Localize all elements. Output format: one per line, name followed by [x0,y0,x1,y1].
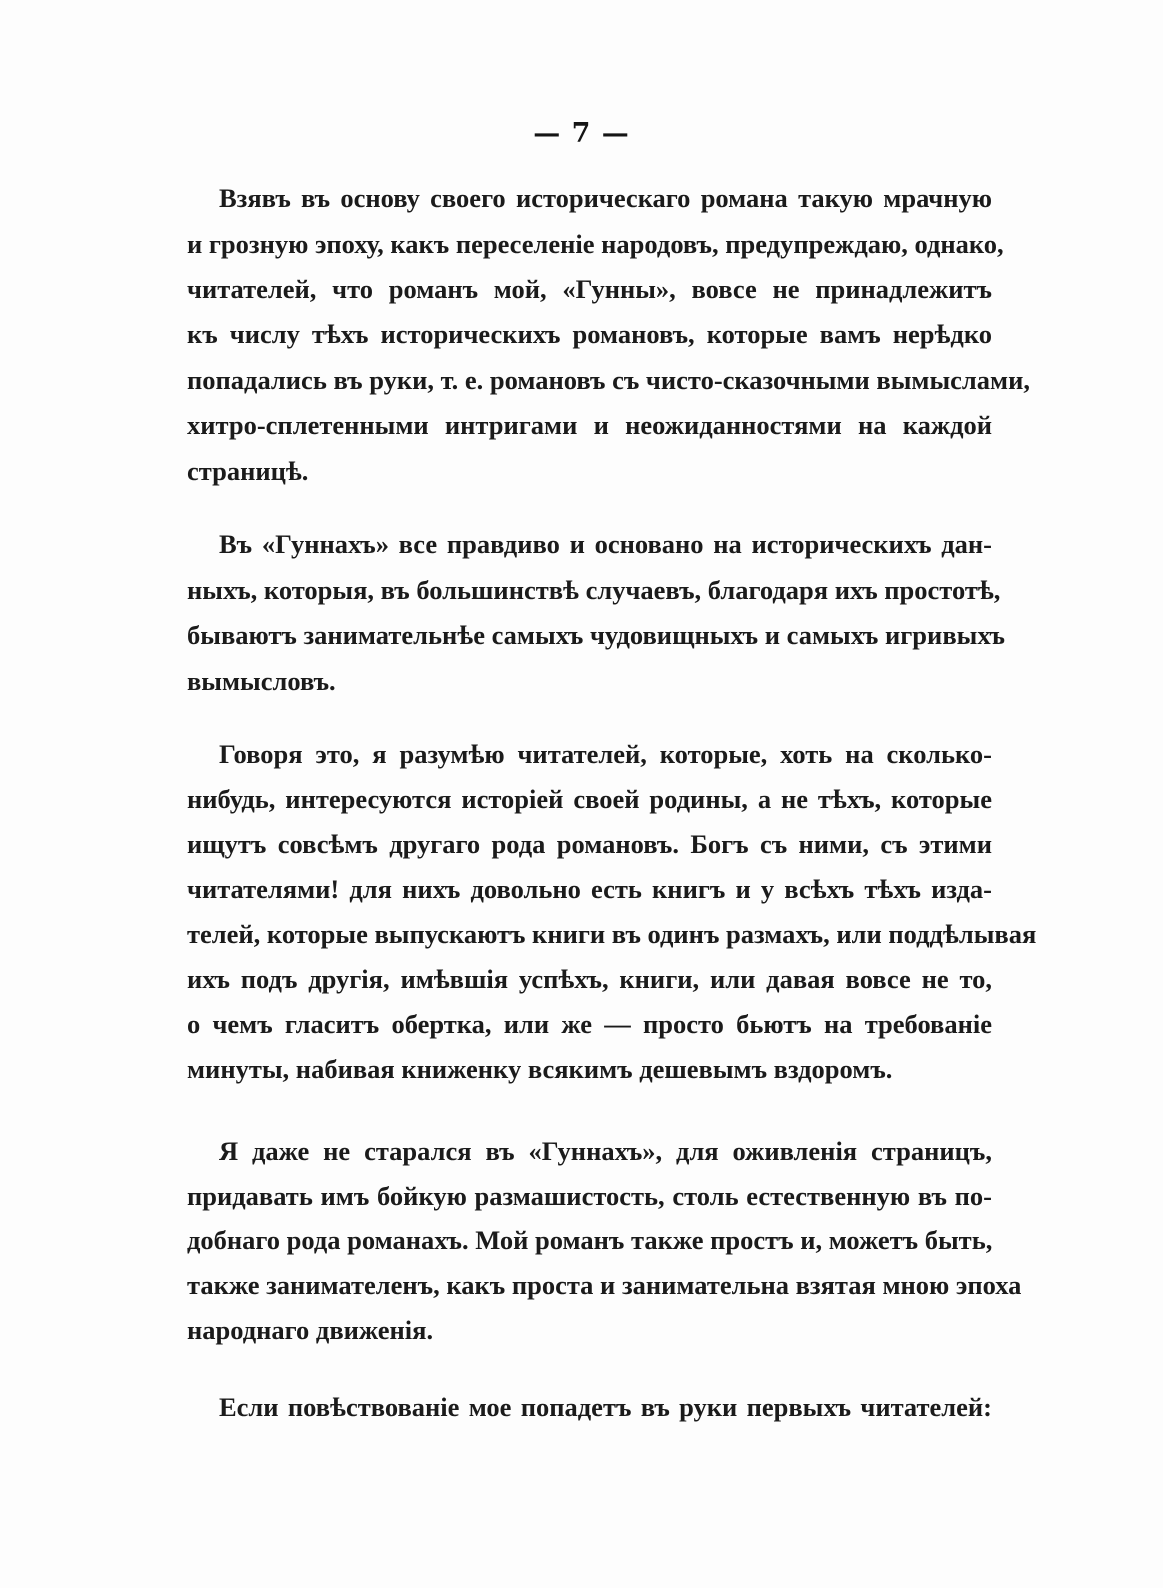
text-line: нибудь, интересуются исторіей своей родины, а не тѣхъ, которые [187,784,992,814]
text-line: о чемъ гласитъ обертка, или же — просто бьютъ на требованіе [187,1009,992,1039]
text-line: Въ «Гуннахъ» все правдиво и основано на историческихъ дан- [219,529,992,559]
text-line: бываютъ занимательнѣе самыхъ чудовищныхъ и самыхъ игривыхъ [187,620,1006,650]
text-line: Говоря это, я разумѣю читателей, которые, хоть на сколько- [219,739,992,769]
text-line: Я даже не старался въ «Гуннахъ», для оживленія страницъ, [219,1136,992,1166]
text-line: ихъ подъ другія, имѣвшія успѣхъ, книги, или давая вовсе не то, [187,964,992,994]
text-line: страницѣ. [187,456,309,486]
text-line: и грозную эпоху, какъ переселеніе народовъ, предупреждаю, однако, [187,229,1004,259]
text-line: попадались въ руки, т. е. романовъ съ чисто-сказочными вымыслами, [187,365,1030,395]
text-line: читателями! для нихъ довольно есть книгъ и у всѣхъ тѣхъ изда- [187,874,992,904]
text-line: народнаго движенія. [187,1315,434,1345]
text-line: минуты, набивая книженку всякимъ дешевымъ вздоромъ. [187,1054,893,1084]
text-line: ищутъ совсѣмъ другаго рода романовъ. Богъ съ ними, съ этими [187,829,992,859]
text-line: ныхъ, которыя, въ большинствѣ случаевъ, благодаря ихъ простотѣ, [187,575,1001,605]
text-line: Взявъ въ основу своего историческаго романа такую мрачную [219,183,992,213]
text-line: Если повѣствованіе мое попадетъ въ руки первыхъ читателей: [219,1392,992,1422]
text-line: добнаго рода романахъ. Мой романъ также простъ и, можетъ быть, [187,1225,993,1255]
page-number: — 7 — [533,118,630,149]
text-line: читателей, что романъ мой, «Гунны», вовсе не принадлежитъ [187,274,992,304]
text-line: хитро-сплетенными интригами и неожиданностями на каждой [187,410,992,440]
text-line: къ числу тѣхъ историческихъ романовъ, которые вамъ нерѣдко [187,319,992,349]
text-line: придавать имъ бойкую размашистость, столь естественную въ по- [187,1181,992,1211]
text-line: также занимателенъ, какъ проста и занимательна взятая мною эпоха [187,1270,1022,1300]
text-line: телей, которые выпускаютъ книги въ одинъ размахъ, или поддѣлывая [187,919,1037,949]
text-line: вымысловъ. [187,666,336,696]
